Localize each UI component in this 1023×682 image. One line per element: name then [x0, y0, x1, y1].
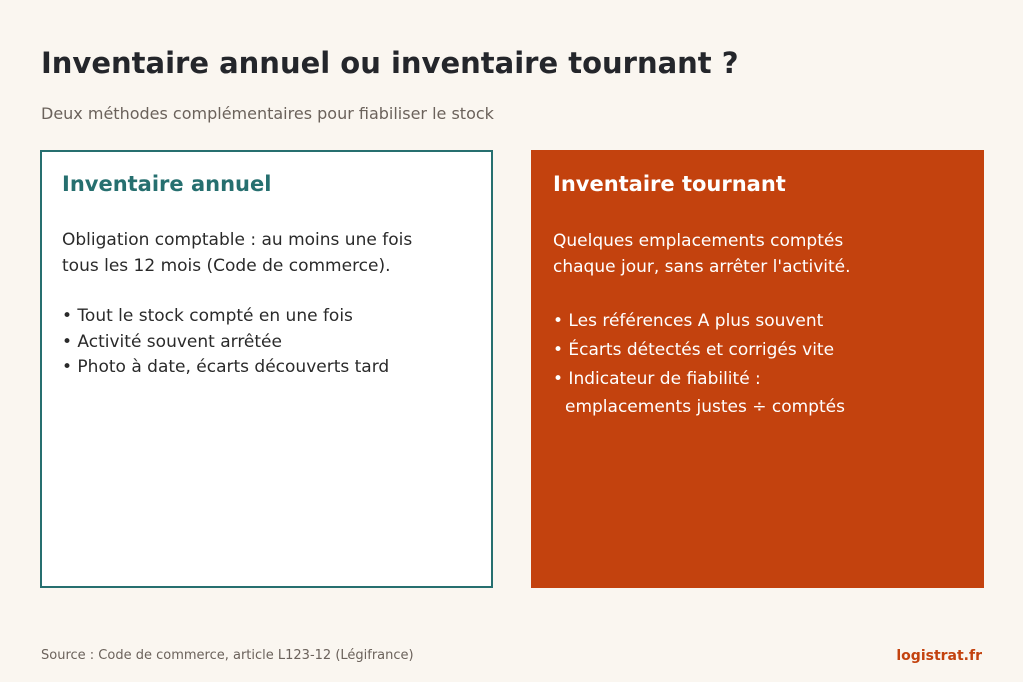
annual-inventory-bullets — [62, 304, 471, 381]
annual-intro-line: Obligation comptable : au moins une fois — [62, 230, 413, 250]
rolling-intro-line: chaque jour, sans arrêter l'activité. — [553, 257, 851, 277]
page-title: Inventaire annuel ou inventaire tournant ? — [41, 46, 739, 80]
rolling-inventory-title: Inventaire tournant — [553, 172, 786, 196]
rolling-inventory-intro — [553, 228, 962, 280]
annual-inventory-card — [40, 150, 493, 588]
rolling-intro-line: Quelques emplacements comptés — [553, 231, 844, 251]
brand-logo: logistrat.fr — [896, 648, 982, 664]
annual-inventory-intro — [62, 227, 471, 279]
annual-inventory-title: Inventaire annuel — [62, 172, 272, 196]
rolling-inventory-card — [531, 150, 984, 588]
rolling-bullet-continuation: emplacements justes ÷ comptés — [565, 397, 845, 417]
page-subtitle: Deux méthodes complémentaires pour fiabiliser le stock — [41, 104, 494, 123]
annual-intro-line: tous les 12 mois (Code de commerce). — [62, 256, 391, 276]
rolling-bullet-item: • Indicateur de fiabilité : — [553, 369, 761, 389]
rolling-inventory-bullets — [553, 307, 962, 420]
annual-bullet-item: • Photo à date, écarts découverts tard — [62, 357, 390, 377]
source-note: Source : Code de commerce, article L123-12 (Légifrance) — [41, 648, 414, 663]
rolling-bullet-item: • Écarts détectés et corrigés vite — [553, 340, 835, 360]
rolling-bullet-item: • Les références A plus souvent — [553, 311, 824, 331]
annual-bullet-item: • Activité souvent arrêtée — [62, 331, 282, 352]
annual-bullet-item: • Tout le stock compté en une fois — [62, 306, 353, 326]
